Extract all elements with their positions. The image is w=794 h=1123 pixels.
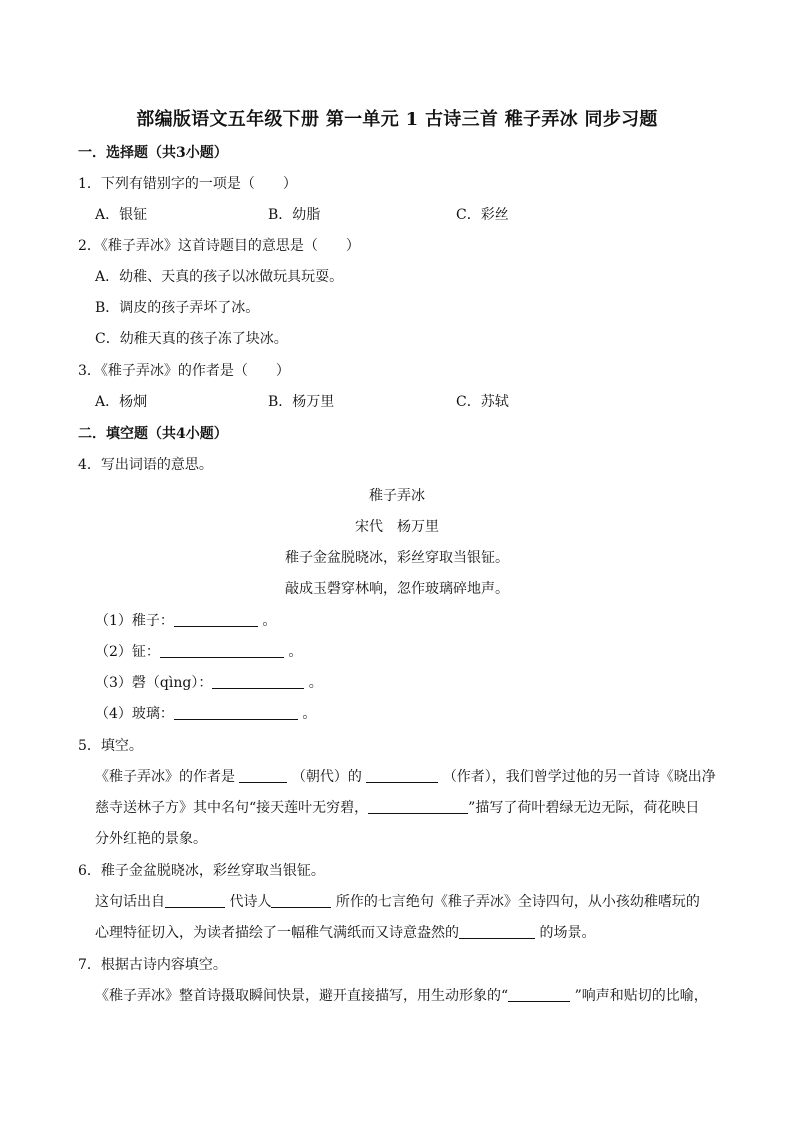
question-3-option-b: B．杨万里 (268, 394, 335, 410)
question-6-line-2 (95, 924, 595, 942)
question-7-stem: 7．根据古诗内容填空。 (78, 957, 227, 973)
question-6-stem: 6．稚子金盆脱晓冰，彩丝穿取当银钲。 (78, 863, 325, 879)
part-1-label: （1）稚子： (95, 613, 174, 629)
part-3-label: （3）磬（qìng）： (95, 675, 213, 691)
question-4-part-2 (95, 643, 302, 661)
question-4-part-1 (95, 612, 276, 630)
poem-line-2: 敲成玉磬穿林响，忽作玻璃碎地声。 (285, 581, 509, 597)
answer-blank-dynasty[interactable] (239, 768, 287, 783)
q5-text-3: （作者），我们曾学过他的另一首诗《晓出净 (442, 769, 716, 785)
q5-text-4: 慈寺送林子方》其中名句“接天莲叶无穷碧， (95, 800, 369, 816)
question-5-stem: 5．填空。 (78, 738, 143, 754)
question-2-option-c: C．幼稚天真的孩子冻了块冰。 (95, 331, 288, 347)
answer-blank-poem-line[interactable] (368, 799, 468, 814)
question-5-line-2 (95, 799, 699, 817)
answer-blank[interactable] (212, 674, 304, 689)
question-3-option-c: C．苏轼 (456, 394, 509, 410)
poem-title: 稚子弄冰 (369, 488, 425, 504)
question-3-stem: 3．《稚子弄冰》的作者是（ ） (78, 363, 290, 379)
answer-blank-scene[interactable] (459, 924, 535, 939)
question-1-stem: 1．下列有错别字的一项是（ ） (78, 176, 297, 192)
answer-blank-sound[interactable] (508, 987, 570, 1002)
answer-blank[interactable] (160, 643, 284, 658)
answer-blank[interactable] (174, 705, 298, 720)
section-heading-fill: 二．填空题（共4小题） (78, 426, 228, 442)
q7-text-2: ”响声和贴切的比喻， (574, 988, 708, 1004)
part-end: 。 (288, 644, 303, 660)
question-2-stem: 2．《稚子弄冰》这首诗题目的意思是（ ） (78, 238, 360, 254)
q6-text-2: 代诗人 (229, 894, 272, 910)
question-5-line-1 (95, 768, 716, 786)
question-2-option-b: B．调皮的孩子弄坏了冰。 (95, 300, 260, 316)
page-title: 部编版语文五年级下册 第一单元 1 古诗三首 稚子弄冰 同步习题 (136, 109, 658, 130)
question-2-option-a: A．幼稚、天真的孩子以冰做玩具玩耍。 (95, 269, 344, 285)
answer-blank-author[interactable] (366, 768, 438, 783)
poem-line-1: 稚子金盆脱晓冰，彩丝穿取当银钲。 (285, 550, 509, 566)
part-4-label: （4）玻璃： (95, 706, 174, 722)
question-4-part-3 (95, 674, 323, 692)
question-4-part-4 (95, 705, 316, 723)
question-1-option-c: C．彩丝 (456, 207, 509, 223)
q5-text-5: ”描写了荷叶碧绿无边无际，荷花映日 (468, 800, 700, 816)
question-6-line-1 (95, 893, 700, 911)
question-7-line-1 (95, 987, 708, 1005)
answer-blank-poet[interactable] (271, 893, 331, 908)
part-end: 。 (308, 675, 323, 691)
question-3-option-a: A．杨炯 (95, 394, 148, 410)
question-4-stem: 4．写出词语的意思。 (78, 457, 213, 473)
q5-text-1: 《稚子弄冰》的作者是 (95, 769, 235, 785)
question-1-option-b: B．幼脂 (268, 207, 321, 223)
q6-text-5: 的场景。 (539, 925, 596, 941)
question-5-line-3: 分外红艳的景象。 (95, 831, 207, 847)
section-heading-choice: 一．选择题（共3小题） (78, 145, 228, 161)
poem-author: 宋代 杨万里 (355, 519, 439, 535)
answer-blank-dynasty[interactable] (165, 893, 225, 908)
q6-text-3: 所作的七言绝句《稚子弄冰》全诗四句，从小孩幼稚嗜玩的 (335, 894, 700, 910)
part-2-label: （2）钲： (95, 644, 160, 660)
q6-text-1: 这句话出自 (95, 894, 165, 910)
question-1-option-a: A．银钲 (95, 207, 148, 223)
part-end: 。 (302, 706, 317, 722)
q6-text-4: 心理特征切入，为读者描绘了一幅稚气满纸而又诗意盎然的 (95, 925, 459, 941)
answer-blank[interactable] (174, 612, 258, 627)
q7-text-1: 《稚子弄冰》整首诗摄取瞬间快景，避开直接描写，用生动形象的“ (95, 988, 509, 1004)
q5-text-2: （朝代）的 (291, 769, 362, 785)
part-end: 。 (262, 613, 277, 629)
